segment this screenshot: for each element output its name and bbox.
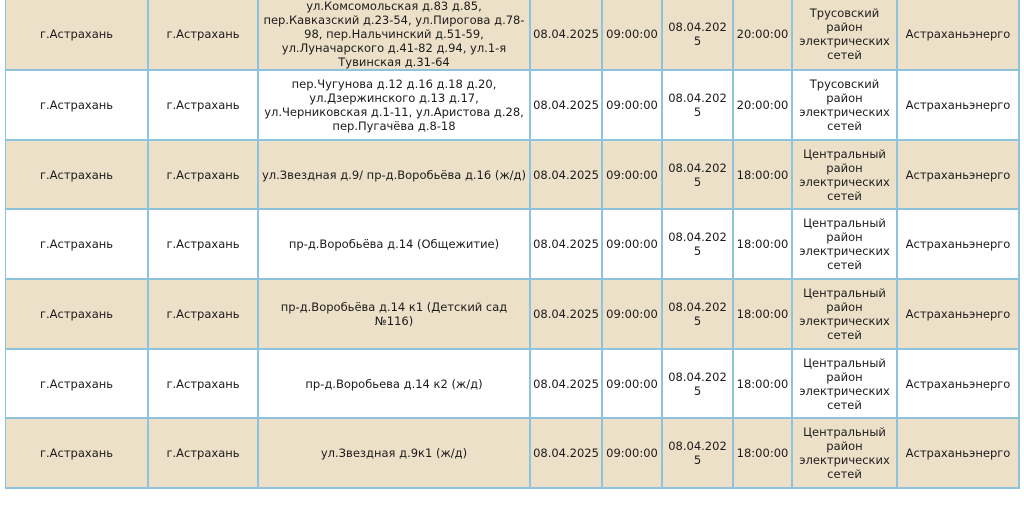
start-time-cell: 09:00:00	[603, 141, 663, 211]
locality-cell: г.Астрахань	[149, 210, 259, 280]
region-cell: г.Астрахань	[6, 419, 149, 489]
address-cell: пер.Чугунова д.12 д.16 д.18 д.20, ул.Дзержинского д.13 д.17, ул.Черниковская д.1-11, ул.Аристова д.28, пер.Пугачёва д.8-18	[259, 71, 531, 141]
start-date-cell: 08.04.2025	[531, 280, 603, 350]
network-district-cell: Центральный район электрических сетей	[793, 350, 898, 420]
organization-cell: Астраханьэнерго	[898, 350, 1020, 420]
address-cell: пр-д.Воробьёва д.14 к1 (Детский сад №116)	[259, 280, 531, 350]
start-date-cell: 08.04.2025	[531, 210, 603, 280]
locality-cell: г.Астрахань	[149, 141, 259, 211]
locality-cell: г.Астрахань	[149, 0, 259, 71]
network-district-cell: Трусовский район электрических сетей	[793, 71, 898, 141]
region-cell: г.Астрахань	[6, 210, 149, 280]
organization-cell: Астраханьэнерго	[898, 71, 1020, 141]
start-time-cell: 09:00:00	[603, 210, 663, 280]
address-cell: ул.Звездная д.9/ пр-д.Воробьёва д.16 (ж/д)	[259, 141, 531, 211]
locality-cell: г.Астрахань	[149, 419, 259, 489]
network-district-cell: Центральный район электрических сетей	[793, 210, 898, 280]
end-time-cell: 20:00:00	[734, 0, 793, 71]
start-date-cell: 08.04.2025	[531, 0, 603, 71]
table-row	[6, 280, 1020, 350]
outages-table	[5, 0, 1020, 489]
address-cell: ул.Звездная д.9к1 (ж/д)	[259, 419, 531, 489]
end-date-cell: 08.04.2025	[663, 141, 734, 211]
table-row	[6, 141, 1020, 211]
end-date-cell: 08.04.2025	[663, 210, 734, 280]
network-district-cell: Центральный район электрических сетей	[793, 280, 898, 350]
region-cell: г.Астрахань	[6, 280, 149, 350]
region-cell: г.Астрахань	[6, 0, 149, 71]
end-date-cell: 08.04.2025	[663, 350, 734, 420]
network-district-cell: Центральный район электрических сетей	[793, 419, 898, 489]
organization-cell: Астраханьэнерго	[898, 210, 1020, 280]
start-time-cell: 09:00:00	[603, 0, 663, 71]
outages-table-body	[6, 0, 1020, 489]
end-time-cell: 18:00:00	[734, 280, 793, 350]
end-date-cell: 08.04.2025	[663, 71, 734, 141]
network-district-cell: Центральный район электрических сетей	[793, 141, 898, 211]
end-time-cell: 18:00:00	[734, 350, 793, 420]
address-cell: пр-д.Воробьева д.14 к2 (ж/д)	[259, 350, 531, 420]
start-time-cell: 09:00:00	[603, 419, 663, 489]
table-row	[6, 350, 1020, 420]
table-row	[6, 0, 1020, 71]
start-time-cell: 09:00:00	[603, 350, 663, 420]
table-row	[6, 419, 1020, 489]
table-row	[6, 71, 1020, 141]
address-cell: пр-д.Воробьёва д.14 (Общежитие)	[259, 210, 531, 280]
address-cell: ул.Комсомольская д.83 д.85, пер.Кавказский д.23-54, ул.Пирогова д.78-98, пер.Нальчинский д.51-59, ул.Луначарского д.41-82 д.94, ул.1-я Тувинская д.31-64	[259, 0, 531, 71]
start-date-cell: 08.04.2025	[531, 350, 603, 420]
locality-cell: г.Астрахань	[149, 71, 259, 141]
end-time-cell: 18:00:00	[734, 419, 793, 489]
region-cell: г.Астрахань	[6, 71, 149, 141]
end-time-cell: 18:00:00	[734, 210, 793, 280]
network-district-cell: Трусовский район электрических сетей	[793, 0, 898, 71]
end-date-cell: 08.04.2025	[663, 419, 734, 489]
end-time-cell: 18:00:00	[734, 141, 793, 211]
table-row	[6, 210, 1020, 280]
organization-cell: Астраханьэнерго	[898, 280, 1020, 350]
start-date-cell: 08.04.2025	[531, 141, 603, 211]
locality-cell: г.Астрахань	[149, 350, 259, 420]
region-cell: г.Астрахань	[6, 350, 149, 420]
end-date-cell: 08.04.2025	[663, 280, 734, 350]
start-date-cell: 08.04.2025	[531, 71, 603, 141]
region-cell: г.Астрахань	[6, 141, 149, 211]
start-time-cell: 09:00:00	[603, 280, 663, 350]
organization-cell: Астраханьэнерго	[898, 0, 1020, 71]
organization-cell: Астраханьэнерго	[898, 141, 1020, 211]
start-time-cell: 09:00:00	[603, 71, 663, 141]
end-date-cell: 08.04.2025	[663, 0, 734, 71]
end-time-cell: 20:00:00	[734, 71, 793, 141]
start-date-cell: 08.04.2025	[531, 419, 603, 489]
locality-cell: г.Астрахань	[149, 280, 259, 350]
organization-cell: Астраханьэнерго	[898, 419, 1020, 489]
